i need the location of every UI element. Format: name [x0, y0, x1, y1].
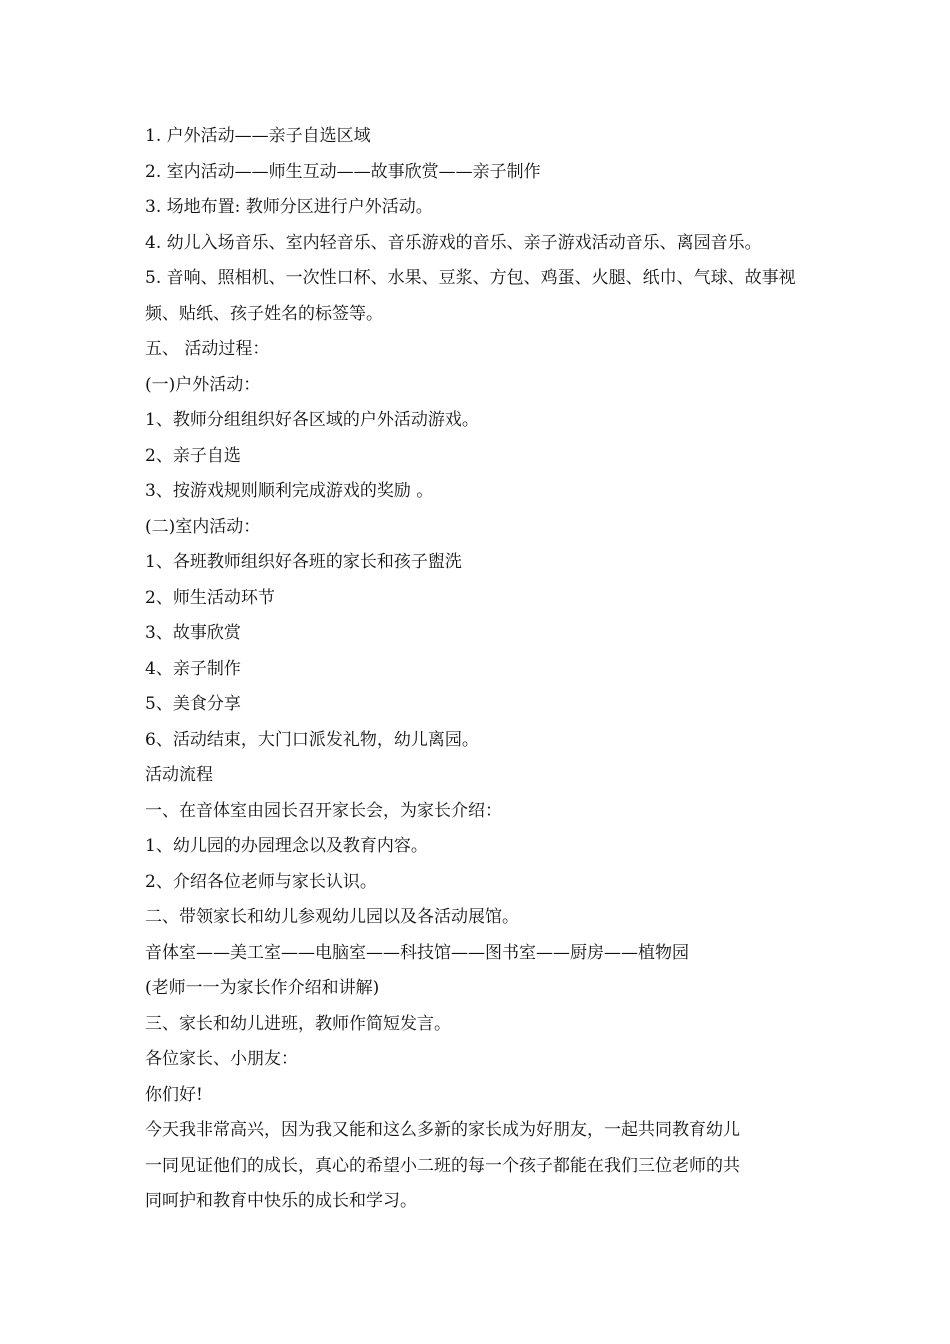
text-line-3: 3. 场地布置: 教师分区进行户外活动。	[145, 197, 433, 217]
text-line-9: 1、教师分组组织好各区域的户外活动游戏。	[145, 410, 479, 430]
final-paragraph-line-1: 今天我非常高兴，因为我又能和这么多新的家长成为好朋友，一起共同教育幼儿	[145, 1120, 740, 1140]
text-line-22: 2、介绍各位老师与家长认识。	[145, 871, 377, 892]
text-line-16: 4、亲子制作	[145, 658, 241, 679]
text-line-18: 6、活动结束，大门口派发礼物，幼儿离园。	[145, 729, 479, 750]
text-line-26: 三、家长和幼儿进班，教师作简短发言。	[145, 1013, 451, 1034]
text-line-28: 你们好!	[145, 1084, 203, 1105]
final-paragraph-line-2: 一同见证他们的成长，真心的希望小二班的每一个孩子都能在我们三位老师的共	[145, 1155, 740, 1176]
section-heading-activity-process: 五、 活动过程：	[145, 339, 270, 359]
text-line-11: 3、按游戏规则顺利完成游戏的奖励 。	[145, 481, 434, 501]
text-line-10: 2、亲子自选	[145, 445, 241, 466]
document-page	[145, 119, 810, 1220]
text-line-25: (老师一一为家长作介绍和讲解)	[145, 978, 380, 998]
subheading-outdoor: (一)户外活动：	[145, 374, 261, 395]
text-line-14: 2、师生活动环节	[145, 587, 275, 608]
text-line-2: 2. 室内活动——师生互动——故事欣赏——亲子制作	[145, 161, 541, 182]
subheading-indoor: (二)室内活动：	[145, 516, 261, 537]
heading-activity-flow: 活动流程	[145, 765, 213, 785]
text-line-1: 1. 户外活动——亲子自选区域	[145, 126, 371, 146]
text-line-23: 二、带领家长和幼儿参观幼儿园以及各活动展馆。	[145, 907, 519, 927]
text-line-27: 各位家长、小朋友：	[145, 1049, 298, 1069]
text-line-20: 一、在音体室由园长召开家长会，为家长介绍：	[145, 800, 502, 821]
text-line-5: 5. 音响、照相机、一次性口杯、水果、豆浆、方包、鸡蛋、火腿、纸巾、气球、故事视	[145, 268, 796, 288]
text-line-17: 5、美食分享	[145, 694, 241, 714]
text-line-4: 4. 幼儿入场音乐、室内轻音乐、音乐游戏的音乐、亲子游戏活动音乐、离园音乐。	[145, 232, 762, 253]
text-line-13: 1、各班教师组织好各班的家长和孩子盥洗	[145, 552, 462, 572]
text-line-21: 1、幼儿园的办园理念以及教育内容。	[145, 836, 428, 856]
text-line-24: 音体室——美工室——电脑室——科技馆——图书室——厨房——植物园	[145, 942, 689, 963]
final-paragraph-line-3: 同呵护和教育中快乐的成长和学习。	[145, 1191, 417, 1211]
text-line-6: 频、贴纸、孩子姓名的标签等。	[145, 303, 383, 324]
text-line-15: 3、故事欣赏	[145, 623, 241, 643]
